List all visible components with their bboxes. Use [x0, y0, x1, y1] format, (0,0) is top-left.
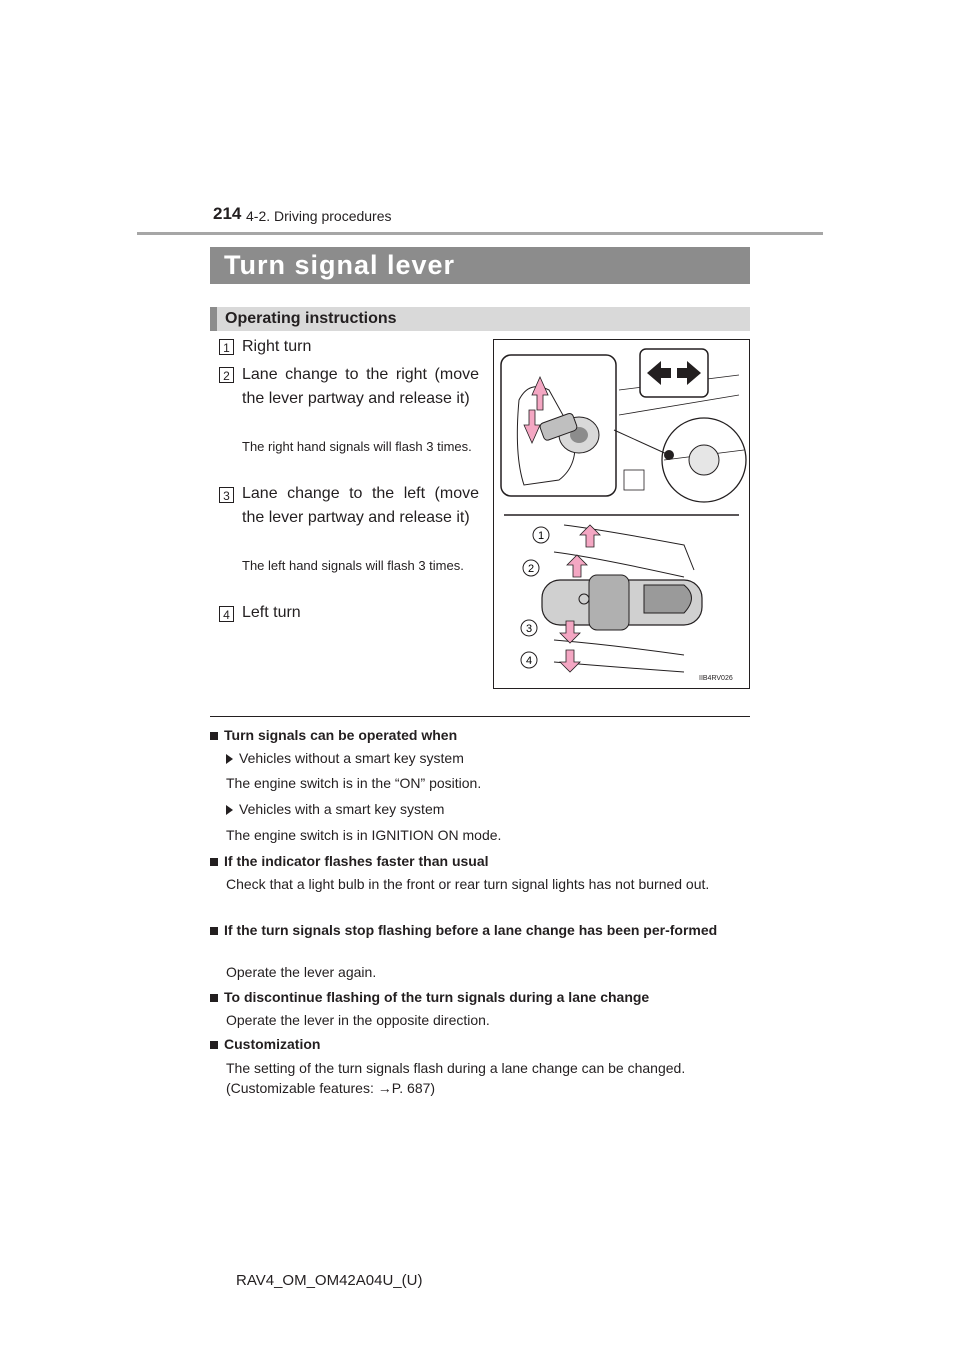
- callout-3: 3: [525, 623, 533, 635]
- triangle-bullet-icon: [226, 805, 233, 815]
- info-text: The setting of the turn signals flash during a lane change can be changed.: [226, 1060, 686, 1076]
- step-number: 2: [219, 367, 234, 383]
- info-text: (Customizable features: →P. 687): [226, 1080, 436, 1096]
- step-number: 1: [219, 339, 234, 355]
- info-heading: To discontinue flashing of the turn signals during a lane change: [210, 989, 649, 1005]
- step-text: Right turn: [242, 338, 312, 355]
- triangle-bullet-icon: [226, 754, 233, 764]
- step-note: The left hand signals will flash 3 times.: [242, 558, 464, 573]
- callout-1: 1: [537, 530, 545, 542]
- arrow-up-icon: [567, 555, 587, 577]
- page-title-bar: [210, 247, 750, 284]
- info-text: The engine switch is in IGNITION ON mode.: [226, 827, 502, 843]
- turn-signal-illustration: [493, 339, 750, 689]
- footer-code: RAV4_OM_OM42A04U_(U): [236, 1272, 423, 1289]
- info-heading: If the indicator flashes faster than usual: [210, 853, 489, 869]
- section-title: 4-2. Driving procedures: [246, 208, 392, 224]
- info-text: Operate the lever again.: [226, 964, 377, 980]
- section-rule: [210, 716, 750, 717]
- subheading: Operating instructions: [225, 310, 397, 327]
- step-text: Left turn: [242, 604, 301, 621]
- step-text: Lane change to the right (move the lever partway and release it): [242, 366, 479, 407]
- callout-4: 4: [525, 655, 533, 667]
- info-heading: Customization: [210, 1036, 320, 1052]
- step-number: 4: [219, 606, 234, 622]
- page-title: Turn signal lever: [224, 250, 456, 280]
- page-number: 214: [213, 204, 242, 223]
- step-number: 3: [219, 487, 234, 503]
- info-text: Operate the lever in the opposite direction.: [226, 1012, 490, 1028]
- info-text: The engine switch is in the “ON” position.: [226, 775, 482, 791]
- info-bullet: Vehicles without a smart key system: [226, 748, 746, 768]
- figure-code: IIB4RV026: [699, 675, 733, 682]
- info-text: Check that a light bulb in the front or rear turn signal lights has not burned out.: [226, 876, 710, 892]
- subheading-bar: [210, 307, 750, 331]
- step-note: The right hand signals will flash 3 times.: [242, 439, 472, 454]
- arrow-up-icon: [580, 525, 600, 547]
- arrow-down-icon: [560, 650, 580, 672]
- callout-2: 2: [527, 563, 535, 575]
- step-text: Lane change to the left (move the lever partway and release it): [242, 485, 479, 526]
- header-rule: [137, 232, 823, 235]
- info-heading: Turn signals can be operated when: [210, 727, 457, 743]
- info-bullet: Vehicles with a smart key system: [226, 799, 746, 819]
- info-heading: If the turn signals stop flashing before a lane change has been per-formed: [210, 920, 750, 940]
